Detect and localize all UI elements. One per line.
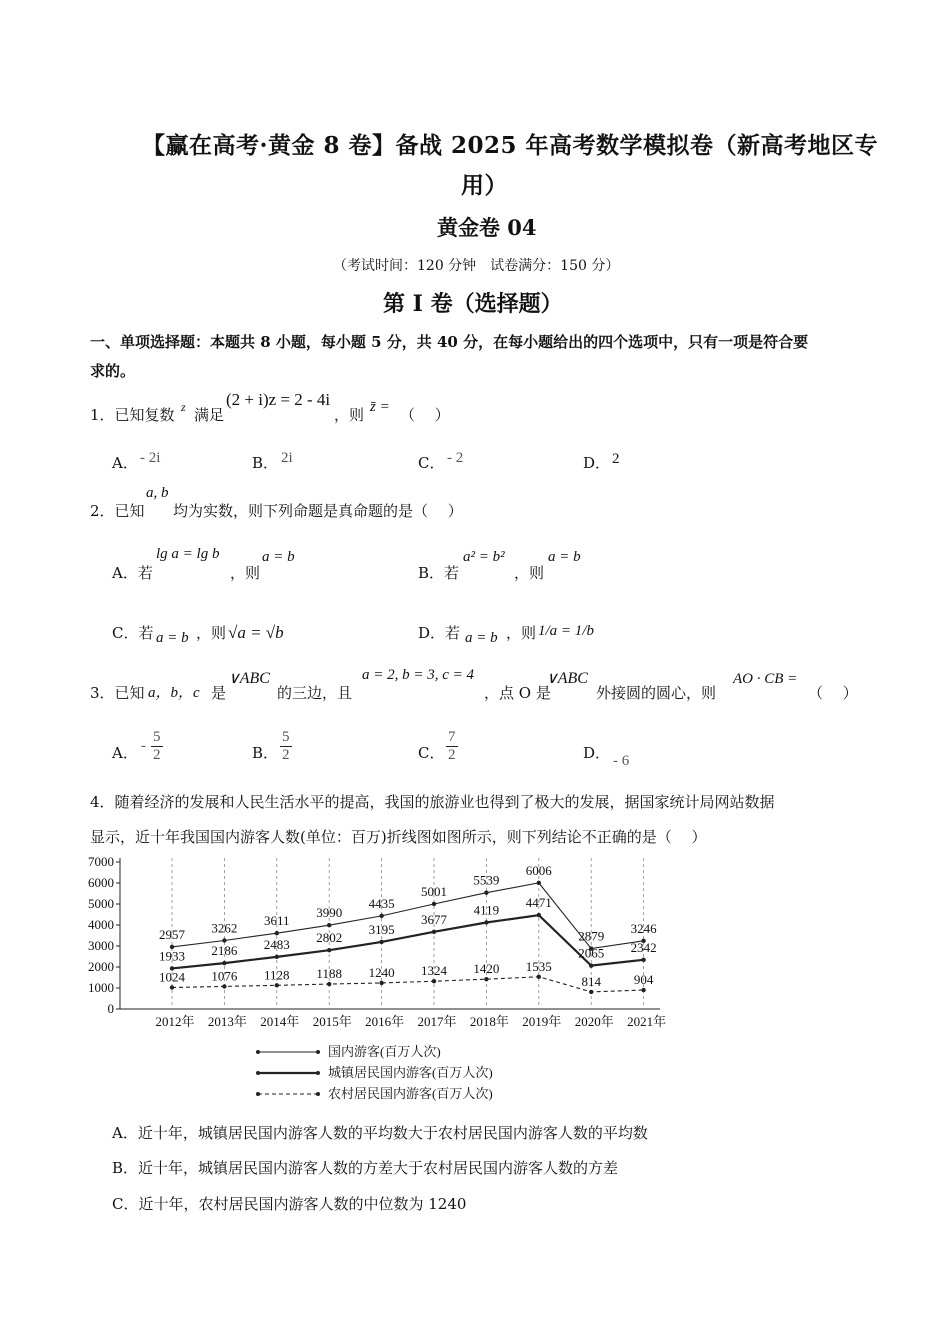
x-tick-label: 2017年 [417,1014,457,1029]
series-3-data-label: 1076 [211,968,238,984]
series-2-data-label: 2483 [263,936,290,952]
q1-prefix: 1．已知复数 [90,406,175,424]
q4-line1: 4．随着经济的发展和人民生活水平的提高，我国的旅游业也得到了极大的发展，据国家统计局网站数据 [90,793,775,811]
q3-option-c-den: 2 [448,747,456,763]
q3-mid2: 外接圆的圆心，则 [596,684,717,702]
series-line-3 [172,977,644,992]
series-3-data-label: 1324 [421,963,447,979]
q2-vars: a, b [146,485,169,501]
series-3-point [222,984,226,988]
q2-a-res: a = b [262,549,295,565]
q1-option-d-label: D． [583,454,611,472]
series-3-point [589,990,593,994]
legend-marker [316,1092,320,1096]
y-tick-label: 1000 [88,980,114,995]
q2-b-label: B．若 [418,564,460,582]
x-tick-label: 2014年 [260,1014,300,1029]
series-2-point [641,958,645,962]
q3-point-o: ，点 O 是 [484,684,551,702]
y-tick-label: 4000 [88,917,114,932]
series-3-point [275,983,279,987]
q2-c-res: √a = √b [228,623,284,642]
series-1-point [327,923,331,927]
q1-option-a-label: A． [112,454,138,472]
tourist-line-chart [80,852,680,1104]
x-tick-label: 2020年 [574,1014,614,1029]
q2-d-label: D．若 [418,624,461,642]
q4-option-b: B．近十年，城镇居民国内游客人数的方差大于农村居民国内游客人数的方差 [112,1159,619,1177]
q3-is: 是 [211,684,227,702]
q3-paren: （ ） [808,684,858,702]
q2-b-res: a = b [548,549,581,565]
series-2-data-label: 4471 [525,895,552,911]
series-1-data-label: 3990 [316,905,343,921]
series-3-point [537,975,541,979]
series-2-point [589,963,593,967]
legend-label: 农村居民国内游客(百万人次) [328,1086,493,1101]
q3-triangle: ∨ABC [228,670,270,687]
series-3-data-label: 1128 [264,967,290,983]
q3-option-b-den: 2 [282,747,290,763]
series-2-point [327,948,331,952]
series-2-data-label: 4119 [473,902,500,918]
q4-option-c: C．近十年，农村居民国内游客人数的中位数为 1240 [112,1195,467,1213]
series-3-point [327,982,331,986]
x-tick-label: 2019年 [522,1014,562,1029]
series-3-point [641,988,645,992]
series-3-data-label: 814 [581,973,601,989]
q3-option-d-value: - 6 [613,753,630,769]
series-1-point [222,938,226,942]
q3-condition: a = 2, b = 3, c = 4 [362,667,475,683]
q2-a-then: ，则 [230,564,261,582]
series-2-data-label: 2342 [630,939,657,955]
series-1-data-label: 3246 [630,920,657,936]
q2-b-then: ，则 [514,564,545,582]
x-tick-label: 2016年 [365,1014,405,1029]
series-1-data-label: 3262 [211,920,238,936]
q3-option-b-num: 5 [282,729,290,745]
q2-c-then: ，则 [196,624,227,642]
series-2-data-label: 2802 [316,930,343,946]
section-intro-line1: 一、单项选择题：本题共 8 小题，每小题 5 分，共 40 分，在每小题给出的四个选项中，只有一项是符合要 [90,333,809,351]
volume-title: 第 I 卷（选择题） [383,291,563,317]
series-1-point [484,890,488,894]
q1-equation: (2 + i)z = 2 - 4i [226,390,331,409]
legend-label: 国内游客(百万人次) [328,1044,441,1059]
q2-tail: 均为实数，则下列命题是真命题的是（ ） [173,502,463,520]
x-tick-label: 2013年 [207,1014,247,1029]
legend-marker [256,1050,260,1054]
series-1-data-label: 4435 [368,895,395,911]
series-3-data-label: 1240 [368,964,395,980]
q1-option-a-value: - 2i [140,450,161,466]
series-3-point [432,979,436,983]
series-1-data-label: 6006 [525,862,552,878]
series-3-point [379,981,383,985]
paper-subtitle: 黄金卷 04 [437,215,537,240]
series-2-data-label: 1933 [159,948,185,964]
q3-prefix: 3．已知 [90,684,145,702]
q1-paren: （ ） [400,406,450,424]
q3-option-a-sign: - [141,738,146,754]
q1-zbar: z̄ = [370,399,390,415]
series-2-data-label: 2186 [211,943,238,959]
q3-option-b-label: B． [252,744,279,762]
q2-d-res: 1/a = 1/b [538,623,594,639]
q3-triangle-2: ∨ABC [546,670,588,687]
x-tick-label: 2021年 [627,1014,667,1029]
series-1-data-label: 5001 [421,883,447,899]
series-2-point [222,961,226,965]
series-line-1 [172,883,644,949]
q2-c-cond: a = b [156,630,189,646]
q2-d-cond: a = b [465,630,498,646]
q3-option-c-fraction [446,729,458,764]
q2-a-cond: lg a = lg b [156,546,220,562]
q1-tail: ，则 [334,406,365,424]
y-tick-label: 2000 [88,959,114,974]
q3-expression: AO · CB = [733,671,798,687]
series-2-point [432,930,436,934]
series-2-point [537,913,541,917]
y-tick-label: 7000 [88,854,114,869]
legend-marker [316,1050,320,1054]
q3-abc: a，b，c [148,685,200,701]
q1-option-b-label: B． [252,454,279,472]
series-1-data-label: 3611 [264,913,290,929]
q3-option-c-label: C． [418,744,445,762]
y-tick-label: 3000 [88,938,114,953]
legend-label: 城镇居民国内游客(百万人次) [328,1065,493,1080]
series-3-data-label: 1024 [159,969,185,985]
y-tick-label: 6000 [88,875,114,890]
section-intro-line2: 求的。 [90,362,136,380]
x-tick-label: 2018年 [469,1014,509,1029]
series-3-point [170,985,174,989]
y-tick-label: 0 [107,1001,114,1016]
exam-info: （考试时间：120 分钟 试卷满分：150 分） [333,258,620,274]
q1-option-c-value: - 2 [447,450,464,466]
y-tick-label: 5000 [88,896,114,911]
q2-d-then: ，则 [506,624,537,642]
series-3-point [484,977,488,981]
x-tick-label: 2015年 [312,1014,352,1029]
series-1-point [432,902,436,906]
q2-b-cond: a² = b² [463,549,505,565]
series-2-data-label: 3195 [368,921,395,937]
q3-option-a-label: A． [112,744,138,762]
series-3-data-label: 1535 [525,958,552,974]
legend-marker [316,1071,320,1075]
q2-c-label: C．若 [112,624,154,642]
q1-var-z: z [181,400,186,414]
q3-option-d-label: D． [583,744,611,762]
series-1-point [275,931,279,935]
q3-option-b-fraction [280,729,292,764]
q1-option-d-value: 2 [612,451,620,467]
series-1-data-label: 2879 [578,928,605,944]
series-2-point [484,920,488,924]
q1-option-c-label: C． [418,454,445,472]
series-2-data-label: 3677 [421,911,447,927]
series-line-2 [172,915,644,968]
q3-option-a-fraction [151,729,163,764]
q3-option-c-num: 7 [448,729,456,745]
legend-marker [256,1071,260,1075]
paper-title-line1: 【赢在高考·黄金 8 卷】备战 2025 年高考数学模拟卷（新高考地区专 [142,132,879,159]
x-tick-label: 2012年 [155,1014,195,1029]
series-1-point [537,881,541,885]
series-3-data-label: 904 [633,972,654,988]
series-2-point [379,940,383,944]
series-2-data-label: 2065 [578,945,605,961]
series-1-point [379,914,383,918]
q3-option-a-num: 5 [153,729,161,745]
q2-prefix: 2．已知 [90,502,145,520]
q3-option-a-den: 2 [153,747,161,763]
legend-marker [256,1092,260,1096]
q1-option-b-value: 2i [281,450,293,466]
series-1-data-label: 5539 [473,872,500,888]
q4-line2: 显示，近十年我国国内游客人数(单位：百万)折线图如图所示，则下列结论不正确的是（ ） [90,828,707,846]
series-1-data-label: 2957 [159,926,185,942]
q4-option-a: A．近十年，城镇居民国内游客人数的平均数大于农村居民国内游客人数的平均数 [112,1124,648,1142]
q1-mid: 满足 [194,406,225,424]
series-3-data-label: 1420 [473,961,500,977]
series-2-point [275,955,279,959]
q3-mid: 的三边，且 [277,684,353,702]
q2-a-label: A．若 [112,564,153,582]
series-3-data-label: 1188 [316,966,342,982]
paper-title-line2: 用） [461,172,508,199]
